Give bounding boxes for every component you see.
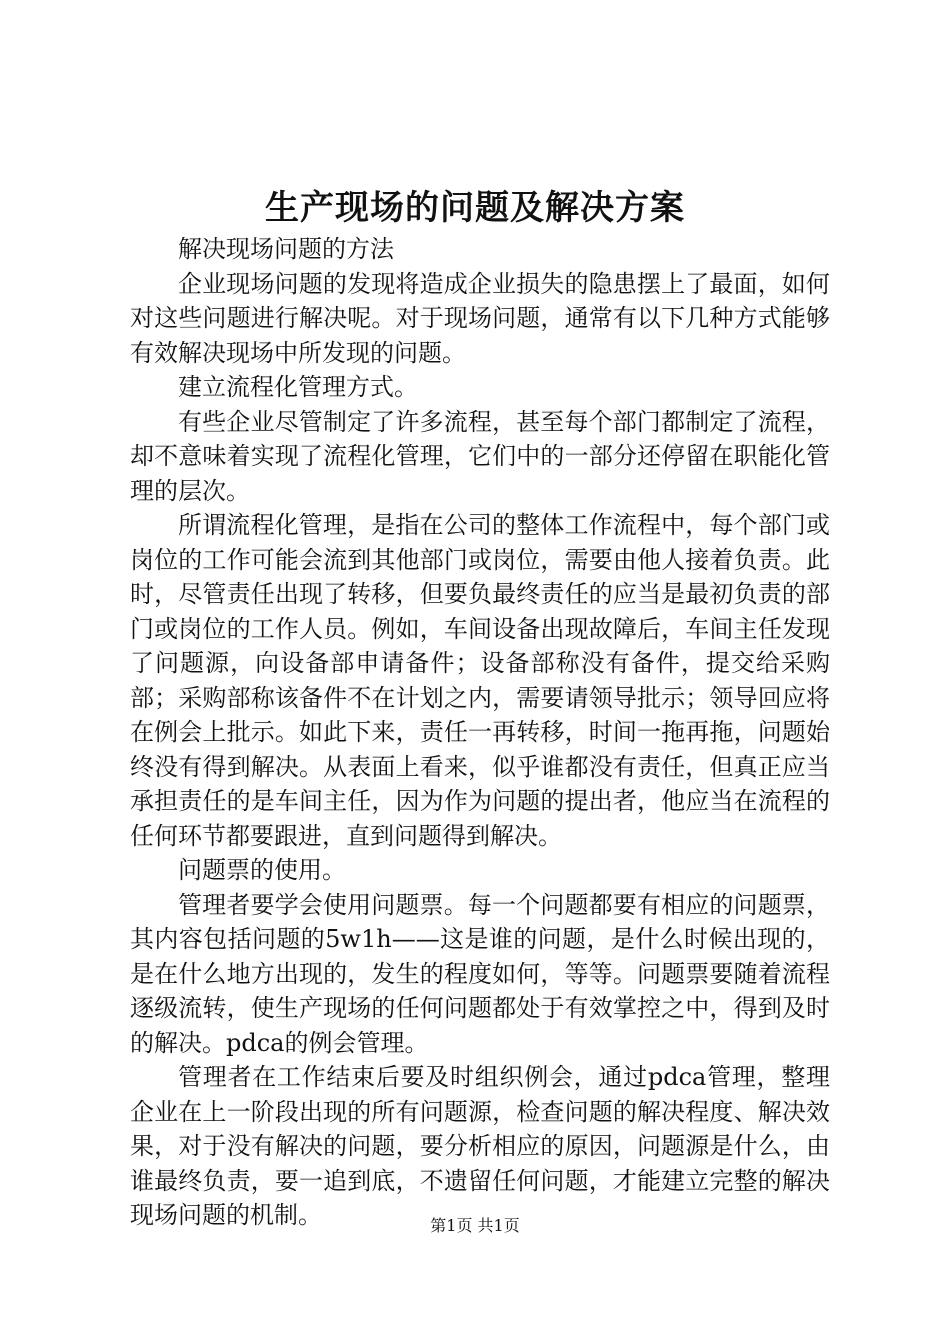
paragraph: 所谓流程化管理，是指在公司的整体工作流程中，每个部门或岗位的工作可能会流到其他部门或岗位，需要由他人接着负责。此时，尽管责任出现了转移，但要负最终责任的应当是最初负责的部门或岗位的工作人员。例如，车间设备出现故障后，车间主任发现了问题源，向设备部申请备件；设备部称没有备件，提交给采购部；采购部称该备件不在计划之内，需要请领导批示；领导回应将在例会上批示。如此下来，责任一再转移，时间一拖再拖，问题始终没有得到解决。从表面上看来，似乎谁都没有责任，但真正应当承担责任的是车间主任，因为作为问题的提出者，他应当在流程的任何环节都要跟进，直到问题得到解决。 bbox=[130, 511, 830, 850]
paragraph: 管理者要学会使用问题票。每一个问题都要有相应的问题票，其内容包括问题的5w1h——这是谁的问题，是什么时候出现的，是在什么地方出现的，发生的程度如何，等等。问题票要随着流程逐级流转，使生产现场的任何问题都处于有效掌控之中，得到及时的解决。pdca的例会管理。 bbox=[130, 890, 830, 1057]
paragraph: 有些企业尽管制定了许多流程，甚至每个部门都制定了流程，却不意味着实现了流程化管理，它们中的一部分还停留在职能化管理的层次。 bbox=[130, 407, 830, 505]
document-title: 生产现场的问题及解决方案 bbox=[265, 188, 685, 228]
paragraph: 建立流程化管理方式。 bbox=[178, 373, 418, 401]
paragraph: 企业现场问题的发现将造成企业损失的隐患摆上了最面，如何对这些问题进行解决呢。对于现场问题，通常有以下几种方式能够有效解决现场中所发现的问题。 bbox=[130, 269, 830, 367]
paragraph: 解决现场问题的方法 bbox=[178, 235, 394, 263]
paragraph: 管理者在工作结束后要及时组织例会，通过pdca管理，整理企业在上一阶段出现的所有问题源，检查问题的解决程度、解决效果，对于没有解决的问题，要分析相应的原因，问题源是什么，由谁最终负责，要一追到底，不遗留任何问题，才能建立完整的解决现场问题的机制。 bbox=[130, 1063, 830, 1229]
paragraph: 问题票的使用。 bbox=[178, 856, 346, 884]
document-body bbox=[130, 232, 830, 1233]
page-footer: 第1页 共1页 bbox=[430, 1216, 520, 1235]
